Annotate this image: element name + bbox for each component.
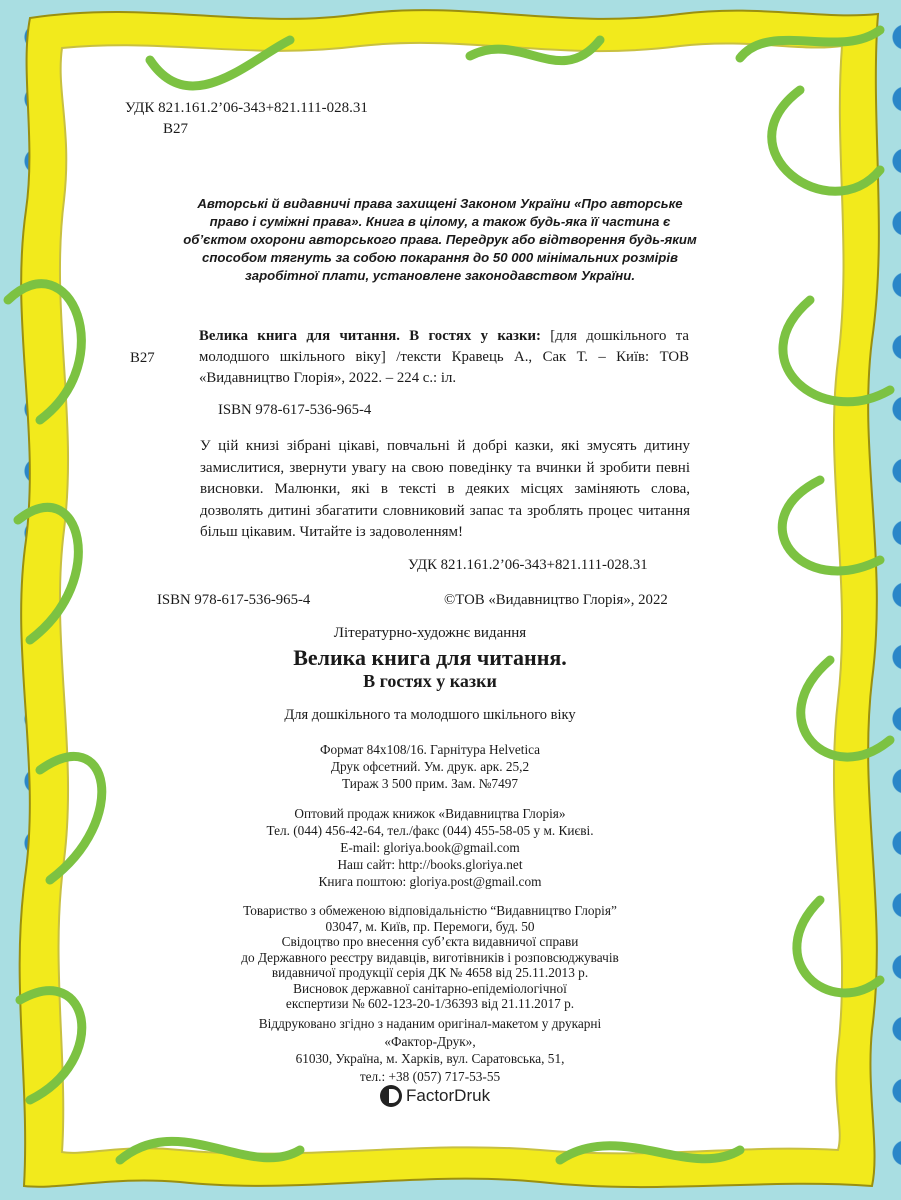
printer-line: «Фактор-Друк», bbox=[384, 1033, 476, 1049]
audience: Для дошкільного та молодшого шкільного віку bbox=[284, 707, 576, 723]
udk-top: УДК 821.161.2’06-343+821.111-028.31 bbox=[125, 100, 368, 116]
isbn-line: ISBN 978-617-536-965-4 bbox=[218, 402, 372, 418]
copyright-line: ©ТОВ «Видавництво Глорія», 2022 bbox=[444, 592, 668, 608]
specs-block bbox=[180, 741, 680, 792]
spec-line: Тираж 3 500 прим. Зам. №7497 bbox=[341, 776, 519, 791]
sales-line: Тел. (044) 456-42-64, тел./факс (044) 455-58-05 у м. Києві. bbox=[266, 823, 594, 838]
publisher-line: видавничої продукції серія ДК № 4658 від 25.11.2013 р. bbox=[271, 965, 589, 980]
factordruk-logo bbox=[380, 1085, 490, 1107]
udk-bottom: УДК 821.161.2’06-343+821.111-028.31 bbox=[408, 557, 648, 573]
printer-line: тел.: +38 (057) 717-53-55 bbox=[359, 1068, 501, 1084]
printer-block bbox=[180, 1015, 680, 1085]
printer-line: 61030, Україна, м. Харків, вул. Саратовська, 51, bbox=[295, 1051, 565, 1066]
copyright-notice: Авторські й видавничі права захищені Законом України «Про авторське право і суміжні права». Книга в цілому, а також будь-яка її частина є об’єктом охорони авторського права. Передрук або відтворення будь-яким способом тягнуть за собою покарання до 50 000 мінімальних розмірів заробітної плати, установлене законодавством України. bbox=[183, 196, 697, 283]
edition-type: Літературно-художнє видання bbox=[333, 625, 527, 641]
publisher-line: до Державного реєстру видавців, виготівників і розповсюджувачів bbox=[241, 949, 619, 965]
bbk-top: В27 bbox=[163, 121, 189, 137]
publisher-line: експертизи № 602-123-20-1/36393 від 21.11.2017 р. bbox=[285, 996, 575, 1011]
book-title: Велика книга для читання. bbox=[293, 645, 567, 670]
sales-line: Оптовий продаж книжок «Видавництва Глорія» bbox=[294, 806, 566, 821]
spec-line: Формат 84x108/16. Гарнітура Helvetica bbox=[320, 742, 540, 757]
catalog-code: В27 bbox=[130, 350, 155, 366]
factordruk-logo-text: FactorDruk bbox=[406, 1086, 491, 1105]
sales-line: Наш сайт: http://books.gloriya.net bbox=[337, 857, 523, 872]
sales-line: Книга поштою: gloriya.post@gmail.com bbox=[318, 874, 542, 889]
bibliographic-record bbox=[199, 326, 689, 389]
sales-line: E-mail: gloriya.book@gmail.com bbox=[340, 840, 520, 855]
factordruk-logo-icon bbox=[380, 1085, 402, 1107]
publisher-block bbox=[180, 903, 680, 1012]
book-subtitle: В гостях у казки bbox=[363, 671, 497, 691]
biblio-title: Велика книга для читання. В гостях у казки: bbox=[199, 328, 541, 344]
publisher-line: Свідоцтво про внесення суб’єкта видавничої справи bbox=[281, 934, 579, 949]
printer-line: Віддруковано згідно з наданим оригінал-макетом у друкарні bbox=[258, 1016, 602, 1031]
publisher-line: Висновок державної санітарно-епідеміологічної bbox=[293, 980, 567, 996]
publisher-line: Товариство з обмеженою відповідальністю “Видавництво Глорія” bbox=[243, 903, 617, 918]
book-description: У цій книзі зібрані цікаві, повчальні й добрі казки, які змусять дитину замислитися, звернути увагу на свою поведінку та вчинки й зробити певні висновки. Малюнки, які в тексті в деяких місцях заміняють слова, дозволять дитині збагатити словниковий запас та зроблять процес читання більш цікавим. Читайте із задоволенням! bbox=[200, 438, 690, 540]
spec-line: Друк офсетний. Ум. друк. арк. 25,2 bbox=[330, 759, 530, 774]
publisher-line: 03047, м. Київ, пр. Перемоги, буд. 50 bbox=[325, 918, 535, 934]
isbn-bottom: ISBN 978-617-536-965-4 bbox=[157, 592, 311, 608]
sales-block bbox=[180, 805, 680, 890]
biblio-details: [для дошкільного та молодшого шкільного віку] /тексти Кравець А., Сак Т. – Київ: ТОВ «Видавництво Глорія», 2022. – 224 с.: іл. bbox=[199, 328, 689, 386]
